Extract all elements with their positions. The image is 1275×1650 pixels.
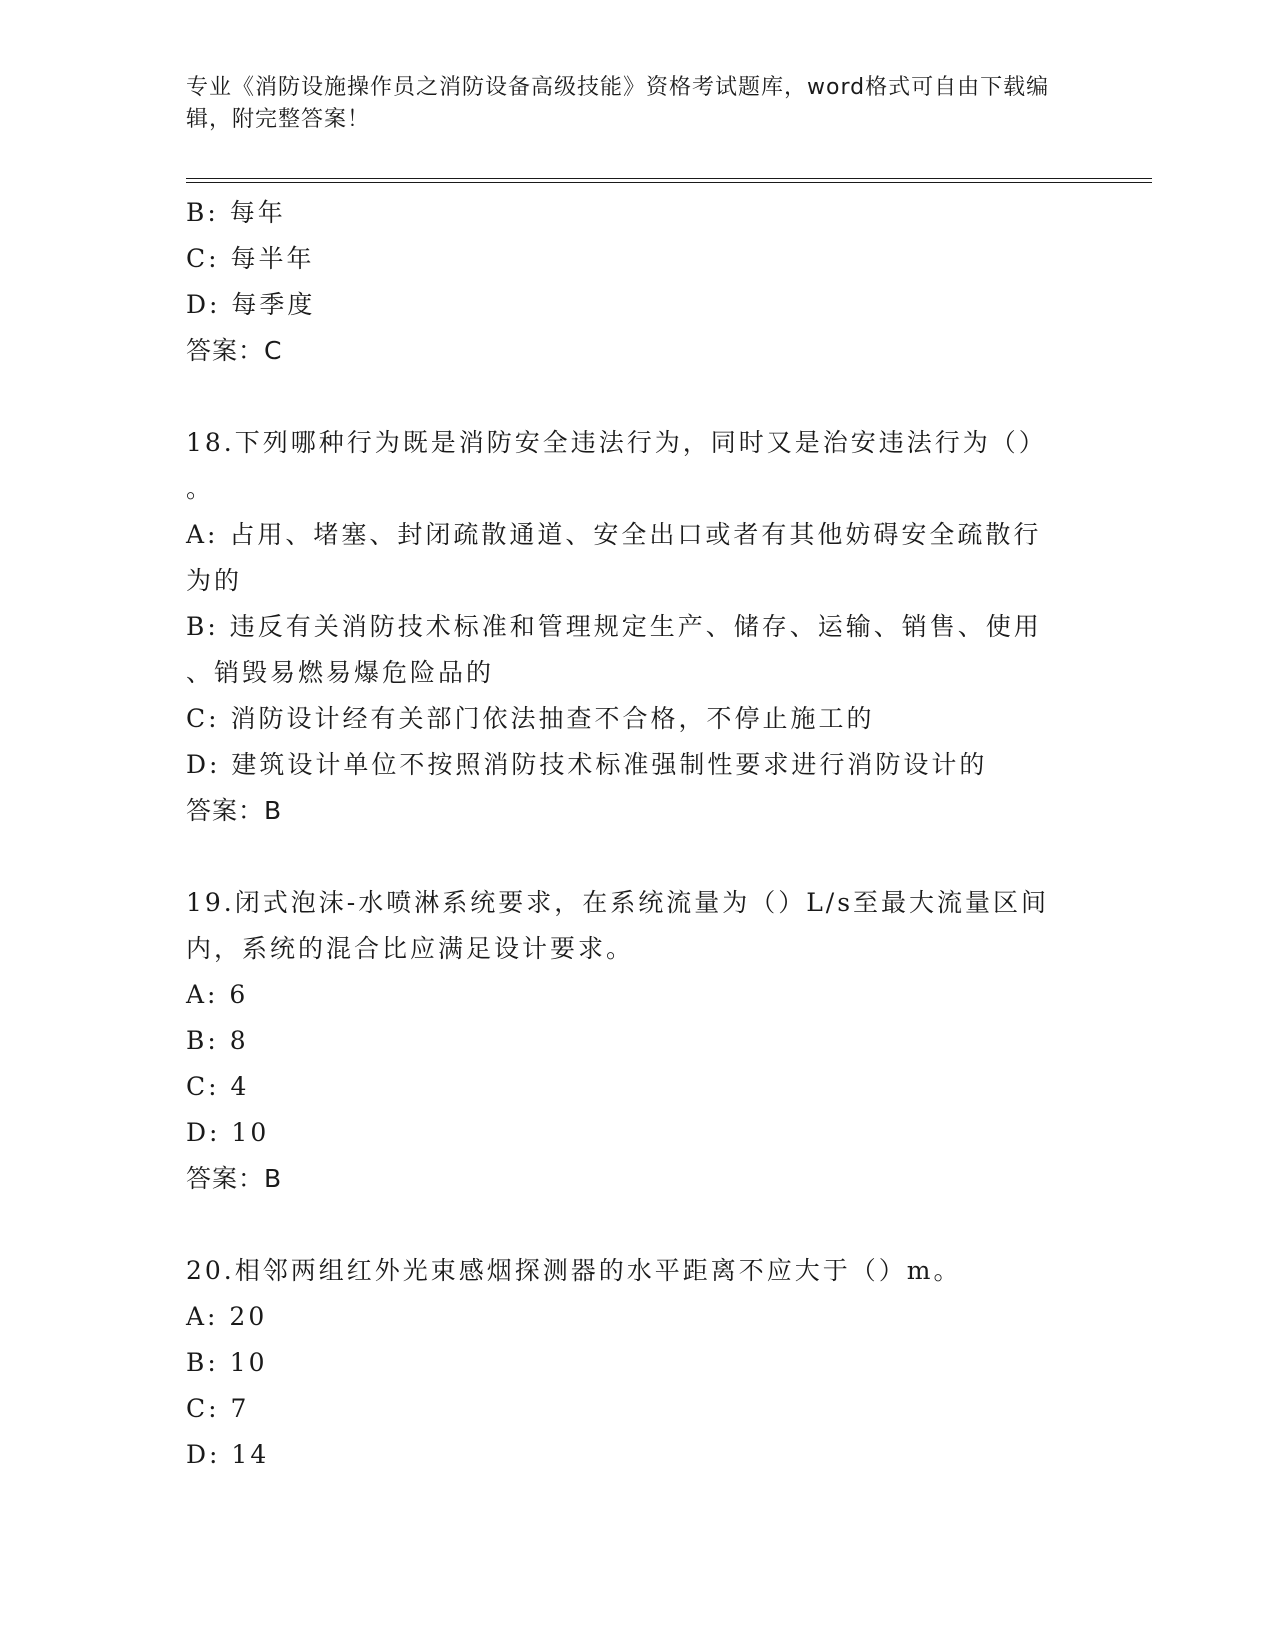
option-a: A: 20 [186,1302,268,1331]
option-b: B: 10 [186,1348,268,1377]
option-d: D: 建筑设计单位不按照消防技术标准强制性要求进行消防设计的 [186,750,988,779]
question-19 [186,880,1086,1202]
header-rule-bottom [186,182,1152,183]
option-d: D: 每季度 [186,290,316,319]
option-b-cont: 、销毁易燃易爆危险品的 [186,658,495,687]
option-c: C: 7 [186,1394,250,1423]
option-c: C: 4 [186,1072,250,1101]
option-a-cont: 为的 [186,566,243,595]
spacer [186,834,1086,880]
question-stem: 。 [186,474,215,503]
option-a: A: 6 [186,980,249,1009]
header-rule-top [186,178,1152,179]
question-20 [186,1248,1086,1478]
option-b: B: 8 [186,1026,249,1055]
option-b: B: 每年 [186,198,286,227]
header-text: 专业《消防设施操作员之消防设备高级技能》资格考试题库，word格式可自由下载编辑，附完整答案！ [186,75,1050,132]
question-stem: 内，系统的混合比应满足设计要求。 [186,934,635,963]
answer-line: 答案：B [186,796,283,825]
option-b: B: 违反有关消防技术标准和管理规定生产、储存、运输、销售、使用 [186,612,1042,641]
question-stem: 19.闭式泡沫-水喷淋系统要求，在系统流量为（）L/s至最大流量区间 [186,888,1050,917]
option-a: A: 占用、堵塞、封闭疏散通道、安全出口或者有其他妨碍安全疏散行 [186,520,1042,549]
option-c: C: 每半年 [186,244,315,273]
option-c: C: 消防设计经有关部门依法抽查不合格，不停止施工的 [186,704,875,733]
answer-line: 答案：B [186,1164,283,1193]
option-d: D: 10 [186,1118,270,1147]
prev-question [186,190,1086,374]
document-header [186,72,1076,136]
question-content [186,190,1086,1478]
spacer [186,1202,1086,1248]
spacer [186,374,1086,420]
question-stem: 18.下列哪种行为既是消防安全违法行为，同时又是治安违法行为（） [186,428,1047,457]
option-d: D: 14 [186,1440,270,1469]
answer-line: 答案：C [186,336,283,365]
question-stem: 20.相邻两组红外光束感烟探测器的水平距离不应大于（）m。 [186,1256,962,1285]
question-18 [186,420,1086,834]
